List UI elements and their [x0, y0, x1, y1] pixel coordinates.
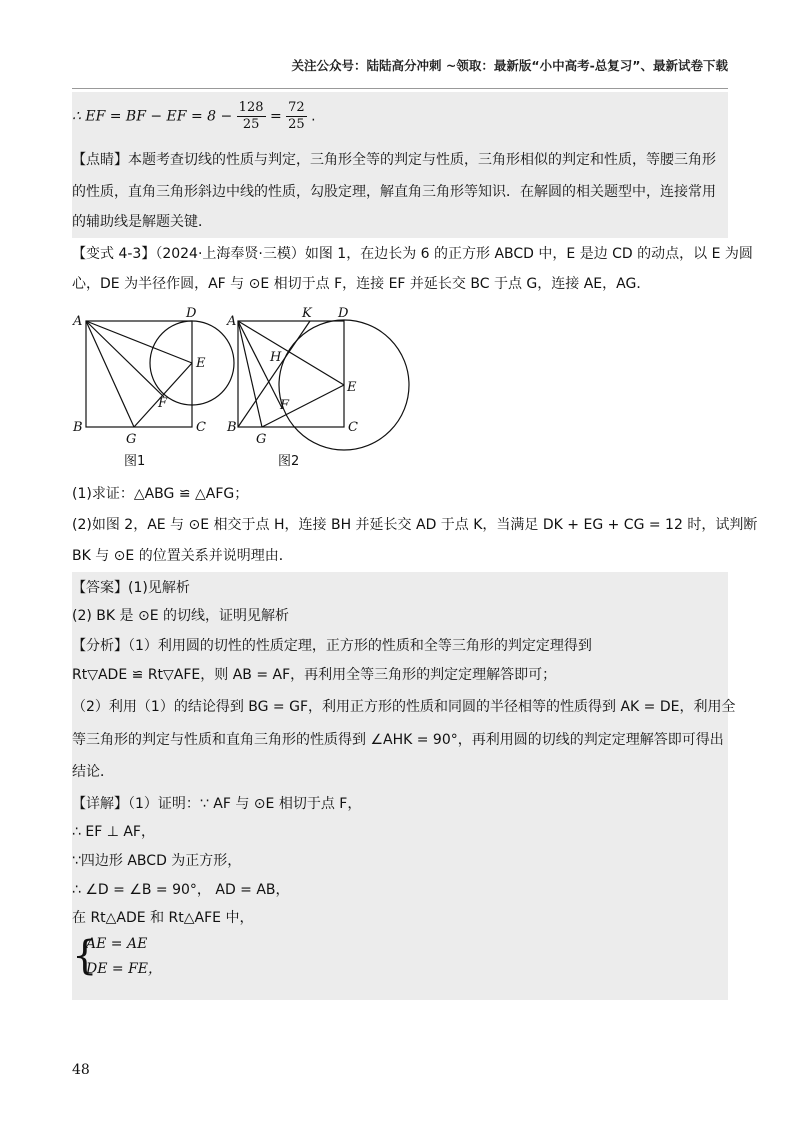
fig2-line-bk — [238, 321, 310, 427]
detail-line-1: 【详解】（1）证明：∵ AF 与 ⊙E 相切于点 F， — [72, 796, 362, 812]
analysis-line-1: 【分析】（1）利用圆的切性的性质定理，正方形的性质和全等三角形的判定定理得到 — [72, 638, 592, 654]
fig2-label-d: D — [338, 306, 349, 321]
answer-line-2: (2) BK 是 ⊙E 的切线，证明见解析 — [72, 608, 289, 624]
equals-sign: = — [269, 108, 282, 125]
fraction-72-25 — [286, 100, 307, 133]
geometry-figure — [72, 305, 422, 470]
page-header: 关注公众号：陆陆高分冲刺 ~领取：最新版“小中高考-总复习”、最新试卷下载 — [291, 58, 728, 73]
fig2-line-ag — [238, 321, 262, 427]
fig2-label-f: F — [280, 398, 290, 413]
fig1-label-b: B — [73, 420, 83, 435]
detail-line-2: ∴ EF ⊥ AF， — [72, 824, 155, 840]
dianjing-line-2: 的性质，直角三角形斜边中线的性质，勾股定理，解直角三角形等知识．在解圆的相关题型中，连接常用 — [72, 184, 716, 200]
fig2-label-k: K — [302, 306, 312, 321]
analysis-line-4: 等三角形的判定与性质和直角三角形的性质得到 ∠AHK = 90°，再利用圆的切线的判定定理解答即可得出 — [72, 732, 724, 748]
fig2-label-e: E — [347, 380, 357, 395]
analysis-line-2: Rt▽ADE ≌ Rt▽AFE，则 AB = AF，再利用全等三角形的判定定理解答即可； — [72, 667, 557, 683]
detail-line-5: 在 Rt△ADE 和 Rt△AFE 中， — [72, 910, 254, 926]
fraction-numerator: 128 — [238, 100, 264, 115]
fraction-denominator: 25 — [288, 117, 305, 132]
fig1-label-a: A — [73, 314, 83, 329]
fig1-label-f: F — [158, 396, 168, 411]
fig1-line-eg — [134, 363, 192, 427]
problem-line-2: 心，DE 为半径作圆，AF 与 ⊙E 相切于点 F，连接 EF 并延长交 BC 于点 G，连接 AE，AG． — [72, 276, 651, 292]
fig1-line-af — [86, 321, 164, 397]
fig2-label-c: C — [348, 420, 358, 435]
header-divider — [72, 88, 728, 89]
fig2-label-a: A — [227, 314, 237, 329]
system-row-1: AE = AE — [86, 936, 148, 952]
analysis-line-5: 结论． — [72, 764, 114, 780]
period: . — [311, 108, 316, 125]
page-number: 48 — [72, 1062, 90, 1078]
equation-line — [72, 100, 316, 133]
fraction-128-25 — [237, 100, 266, 133]
fraction-numerator: 72 — [288, 100, 305, 115]
analysis-line-3: （2）利用（1）的结论得到 BG = GF，利用正方形的性质和同圆的半径相等的性质得到 AK = DE，利用全 — [72, 699, 736, 715]
fig2-line-eg — [262, 385, 344, 427]
detail-line-3: ∵四边形 ABCD 为正方形， — [72, 853, 242, 869]
fig1-label-g: G — [126, 432, 137, 447]
question-1: (1)求证：△ABG ≌ △AFG； — [72, 486, 249, 502]
dianjing-line-3: 的辅助线是解题关键． — [72, 214, 212, 230]
fig1-label-c: C — [196, 420, 206, 435]
fig2-square — [238, 321, 344, 427]
fig2-label-b: B — [227, 420, 237, 435]
question-2-line-1: (2)如图 2，AE 与 ⊙E 相交于点 H，连接 BH 并延长交 AD 于点 K，当满足 DK + EG + CG = 12 时，试判断 — [72, 517, 758, 533]
equation-text: ∴ EF = BF − EF = 8 − — [72, 108, 233, 125]
fig2-label-g: G — [256, 432, 267, 447]
fig2-label-h: H — [270, 350, 282, 365]
fraction-denominator: 25 — [242, 117, 260, 132]
detail-line-4: ∴ ∠D = ∠B = 90°， AD = AB， — [72, 882, 290, 898]
fig1-label-d: D — [186, 306, 197, 321]
answer-line-1: 【答案】(1)见解析 — [72, 580, 190, 596]
fig1-label-e: E — [196, 356, 206, 371]
dianjing-line-1: 【点睛】本题考查切线的性质与判定，三角形全等的判定与性质，三角形相似的判定和性质，等腰三角形 — [72, 152, 716, 168]
left-brace: { — [72, 933, 98, 979]
system-row-2: DE = FE， — [86, 961, 163, 977]
question-2-line-2: BK 与 ⊙E 的位置关系并说明理由． — [72, 548, 293, 564]
fig2-caption: 图2 — [278, 454, 300, 469]
fig1-caption: 图1 — [124, 454, 146, 469]
problem-line-1: 【变式 4-3】（2024·上海奉贤·三模）如图 1，在边长为 6 的正方形 ABCD 中，E 是边 CD 的动点，以 E 为圆 — [72, 246, 753, 262]
